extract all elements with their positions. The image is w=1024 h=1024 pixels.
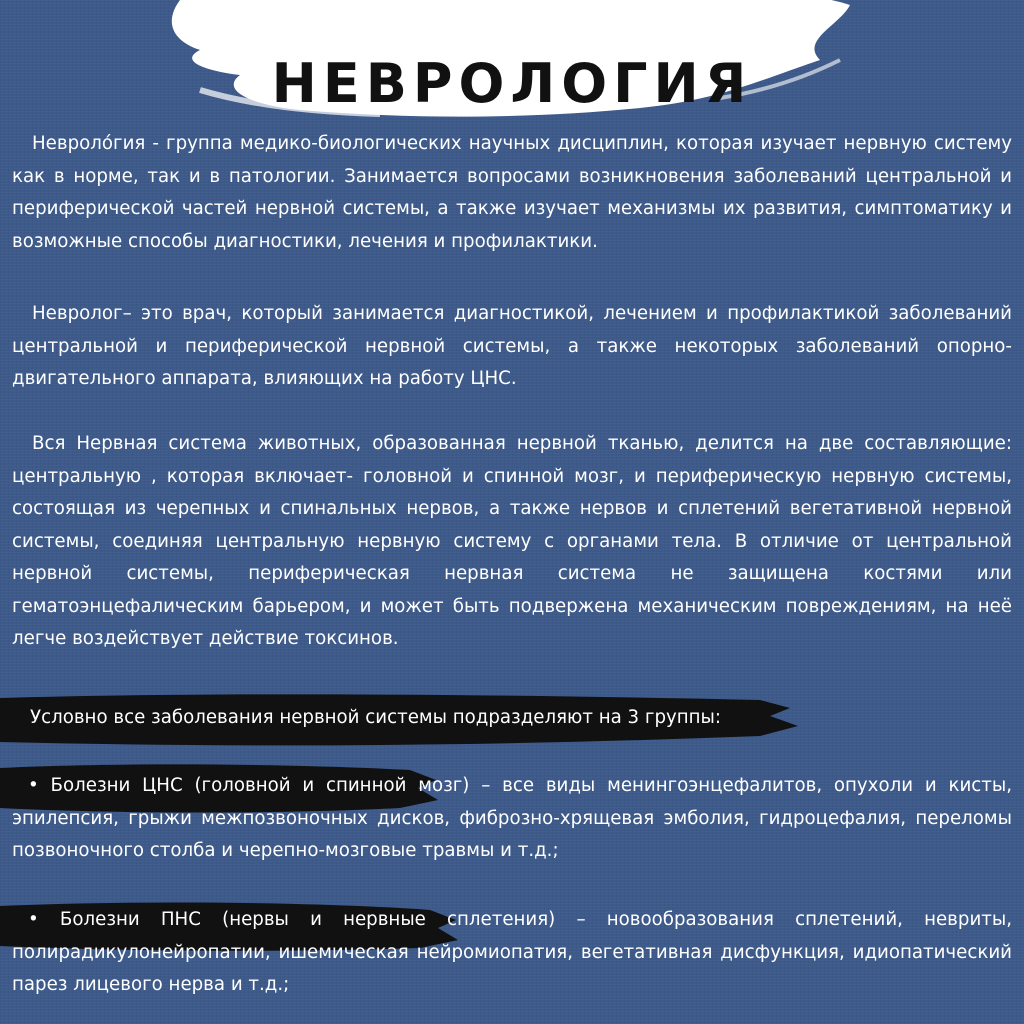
paragraph-neurologist: Невролог– это врач, который занимается диагностикой, лечением и профилактикой заболеваний центральной и периферической нервной системы, а также некоторых заболеваний опорно-двигательного аппарата, влияющих на работу ЦНС.: [12, 303, 1012, 389]
groups-intro: Условно все заболевания нервной системы подразделяют на 3 группы:: [30, 707, 722, 728]
page-title: НЕВРОЛОГИЯ: [271, 52, 753, 116]
paragraph-nervous-system: Вся Нервная система животных, образованная нервной тканью, делится на две составляющие: центральную , которая включает- головной и спинной мозг, и периферическую нервную системы, состоящая из черепных и спинальных нервов, а также нервов и сплетений вегетативной нервной системы, соединяя центральную нервную систему с органами тела. В отличие от центральной нервной системы, периферическая нервная система не защищена костями или гематоэнцефалическим барьером, и может быть подвержена механическим повреждениям, на неё легче воздействует действие токсинов.: [12, 433, 1012, 649]
list-item-pns-diseases: • Болезни ПНС (нервы и нервные сплетения) – новообразования сплетений, невриты, полирадикулонейропатии, ишемическая нейромиопатия, вегетативная дисфункция, идиопатический парез лицевого нерва и т.д.;: [12, 909, 1012, 995]
list-item-cns-diseases: • Болезни ЦНС (головной и спинной мозг) – все виды менингоэнцефалитов, опухоли и кисты, эпилепсия, грыжи межпозвоночных дисков, фиброзно-хрящевая эмболия, гидроцефалия, переломы позвоночного столба и черепно-мозговые травмы и т.д.;: [12, 775, 1012, 861]
paragraph-definition: Невроло́гия - группа медико-биологических научных дисциплин, которая изучает нервную систему как в норме, так и в патологии. Занимается вопросами возникновения заболеваний центральной и периферической частей нервной системы, а также изучает механизмы их развития, симптоматику и возможные способы диагностики, лечения и профилактики.: [12, 133, 1012, 252]
